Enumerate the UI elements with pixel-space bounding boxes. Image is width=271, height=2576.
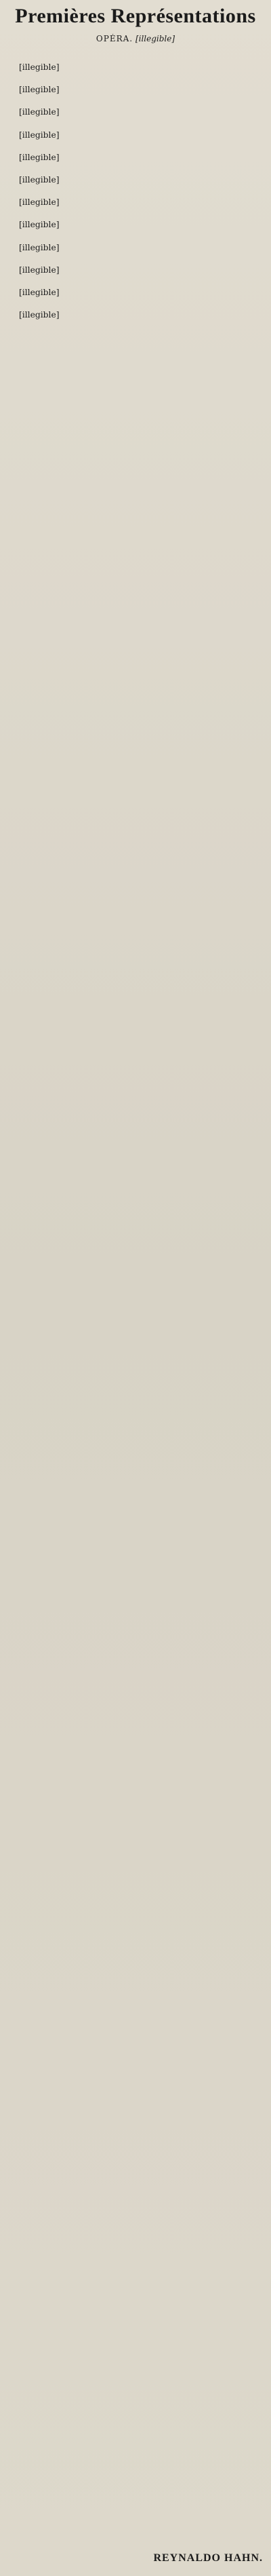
paragraph: [illegible] xyxy=(19,85,60,95)
author-signature: REYNALDO HAHN. xyxy=(153,2552,263,2564)
paragraph: [illegible] xyxy=(19,197,60,208)
headline: Premières Représentations xyxy=(15,5,256,27)
paragraph: [illegible] xyxy=(19,242,60,252)
paragraph: [illegible] xyxy=(19,220,60,230)
subline xyxy=(8,34,263,53)
venue-label: OPÉRA. xyxy=(96,34,133,43)
paragraph: [illegible] xyxy=(19,130,60,140)
subline-text: [illegible] xyxy=(135,34,175,43)
article-body xyxy=(7,61,264,2524)
paragraph: [illegible] xyxy=(19,152,60,162)
paragraph: [illegible] xyxy=(19,62,60,72)
paragraph: [illegible] xyxy=(19,107,60,117)
paragraph: [illegible] xyxy=(19,175,60,185)
paragraph: [illegible] xyxy=(19,288,60,298)
paragraph: [illegible] xyxy=(19,310,60,320)
paragraph: [illegible] xyxy=(19,265,60,275)
